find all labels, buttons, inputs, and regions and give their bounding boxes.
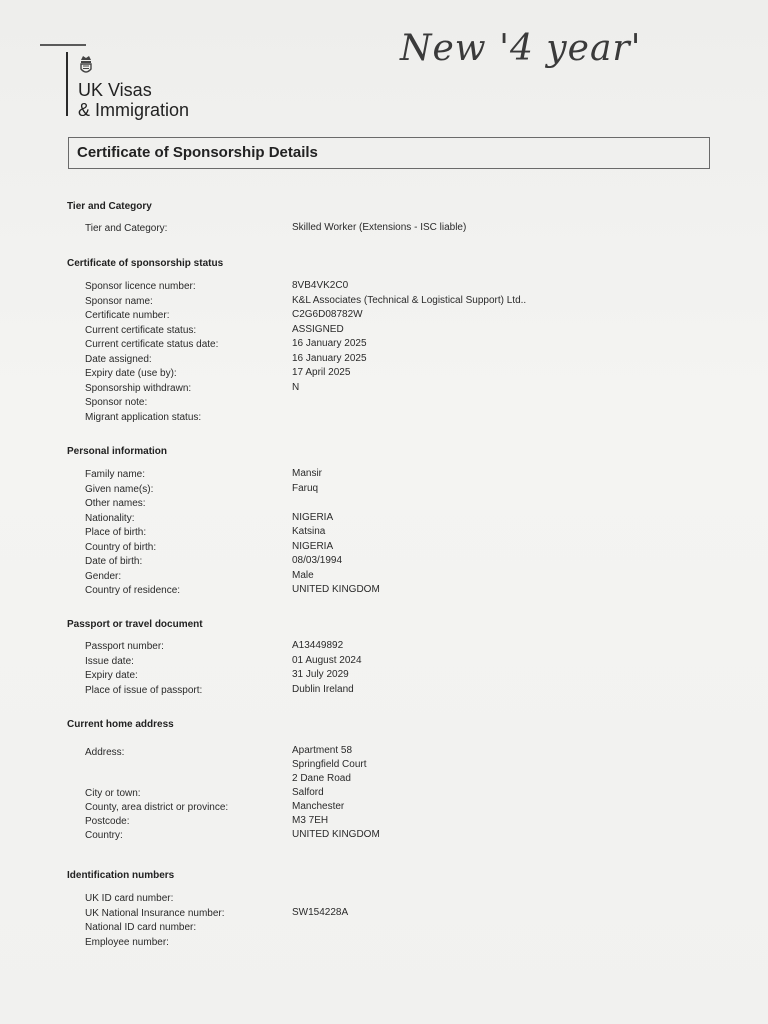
field-row [0, 513, 768, 527]
field-label: Tier and Category: [85, 223, 168, 234]
address-label: Address: [85, 747, 125, 758]
field-label: Postcode: [85, 816, 130, 827]
address-line-2: Springfield Court [292, 759, 367, 770]
field-value: NIGERIA [292, 540, 334, 552]
logo-line-2: & Immigration [78, 100, 190, 120]
field-value: Katsina [292, 526, 326, 537]
handwritten-note: New '4 year' [400, 28, 642, 69]
field-row [0, 325, 768, 339]
field-value: N [292, 381, 300, 393]
field-label: Sponsor note: [85, 397, 148, 408]
field-value: 8VB4VK2C0 [292, 280, 349, 291]
field-label: Country of birth: [85, 541, 157, 553]
field-value: SW154228A [292, 906, 349, 918]
section-heading-address: Current home address [67, 719, 174, 730]
field-row [0, 469, 768, 483]
field-row [0, 296, 768, 310]
field-row [0, 893, 768, 907]
field-row [0, 802, 768, 816]
field-row [0, 354, 768, 368]
field-label: Expiry date: [85, 670, 138, 681]
section-heading-identification: Identification numbers [67, 870, 175, 881]
field-label: Date of birth: [85, 556, 143, 567]
field-row [0, 383, 768, 397]
field-value: C2G6D08782W [292, 309, 363, 320]
field-value: 16 January 2025 [292, 338, 367, 349]
field-row [0, 670, 768, 684]
field-label: Nationality: [85, 512, 135, 524]
field-row [0, 641, 768, 655]
field-value: Salford [292, 787, 324, 798]
field-label: Sponsorship withdrawn: [85, 382, 192, 394]
field-value: 01 August 2024 [292, 654, 362, 666]
field-label: Migrant application status: [85, 411, 202, 423]
field-row [0, 571, 768, 585]
field-label: Place of birth: [85, 527, 147, 538]
field-label: Passport number: [85, 641, 164, 652]
field-row [0, 830, 768, 844]
document-title: Certificate of Sponsorship Details [68, 137, 710, 169]
field-row [0, 788, 768, 802]
field-row [0, 368, 768, 382]
field-label: Family name: [85, 469, 146, 480]
field-row [0, 223, 768, 237]
field-row [0, 685, 768, 699]
field-value: 31 July 2029 [292, 669, 349, 680]
field-row [0, 412, 768, 426]
field-value: ASSIGNED [292, 323, 344, 335]
field-value: UNITED KINGDOM [292, 584, 380, 595]
field-label: Employee number: [85, 936, 169, 948]
field-value: 17 April 2025 [292, 367, 351, 378]
field-label: Current certificate status date: [85, 339, 219, 350]
field-value: Mansir [292, 468, 323, 479]
field-row [0, 484, 768, 498]
field-label: Gender: [85, 570, 122, 582]
field-label: Country: [85, 830, 123, 841]
field-row [0, 339, 768, 353]
field-label: Other names: [85, 498, 146, 509]
field-value: Manchester [292, 801, 345, 812]
field-label: Sponsor licence number: [85, 281, 196, 292]
field-row [0, 542, 768, 556]
royal-crest-icon [78, 54, 94, 76]
field-label: City or town: [85, 788, 141, 799]
field-label: UK National Insurance number: [85, 907, 225, 919]
field-value: M3 7EH [292, 815, 329, 826]
field-label: Place of issue of passport: [85, 684, 203, 696]
top-rule [40, 44, 86, 46]
field-value: UNITED KINGDOM [292, 829, 380, 840]
section-heading-passport: Passport or travel document [67, 619, 203, 630]
field-row [0, 527, 768, 541]
field-label: Expiry date (use by): [85, 368, 177, 379]
field-label: Sponsor name: [85, 295, 153, 307]
field-label: County, area district or province: [85, 802, 229, 813]
field-label: Country of residence: [85, 585, 181, 596]
address-line-1: Apartment 58 [292, 745, 353, 756]
logo-line-1: UK Visas [78, 80, 152, 100]
logo-bar [66, 52, 68, 116]
field-value: Skilled Worker (Extensions - ISC liable) [292, 222, 467, 233]
field-label: Given name(s): [85, 483, 154, 495]
field-row [0, 281, 768, 295]
field-value: 08/03/1994 [292, 555, 343, 566]
field-row [0, 585, 768, 599]
field-value: Male [292, 569, 314, 581]
address-line-3: 2 Dane Road [292, 773, 351, 784]
field-value: Faruq [292, 482, 319, 494]
field-label: Certificate number: [85, 310, 170, 321]
field-label: Date assigned: [85, 353, 152, 365]
field-value: A13449892 [292, 640, 344, 651]
field-row [0, 556, 768, 570]
field-row [0, 498, 768, 512]
field-value: K&L Associates (Technical & Logistical Support) Ltd.. [292, 294, 527, 306]
field-row [0, 397, 768, 411]
field-label: Current certificate status: [85, 324, 197, 336]
field-value: NIGERIA [292, 511, 334, 523]
field-row [0, 656, 768, 670]
section-heading-tier: Tier and Category [67, 201, 152, 212]
field-row [0, 922, 768, 936]
field-value: 16 January 2025 [292, 352, 367, 364]
field-label: UK ID card number: [85, 893, 174, 904]
field-row [0, 816, 768, 830]
section-heading-personal: Personal information [67, 446, 168, 457]
section-heading-status: Certificate of sponsorship status [67, 258, 224, 269]
logo-text [78, 80, 189, 120]
field-row [0, 937, 768, 951]
field-row [0, 310, 768, 324]
field-value: Dublin Ireland [292, 683, 354, 695]
field-label: National ID card number: [85, 922, 197, 933]
field-row [0, 908, 768, 922]
field-label: Issue date: [85, 655, 134, 667]
